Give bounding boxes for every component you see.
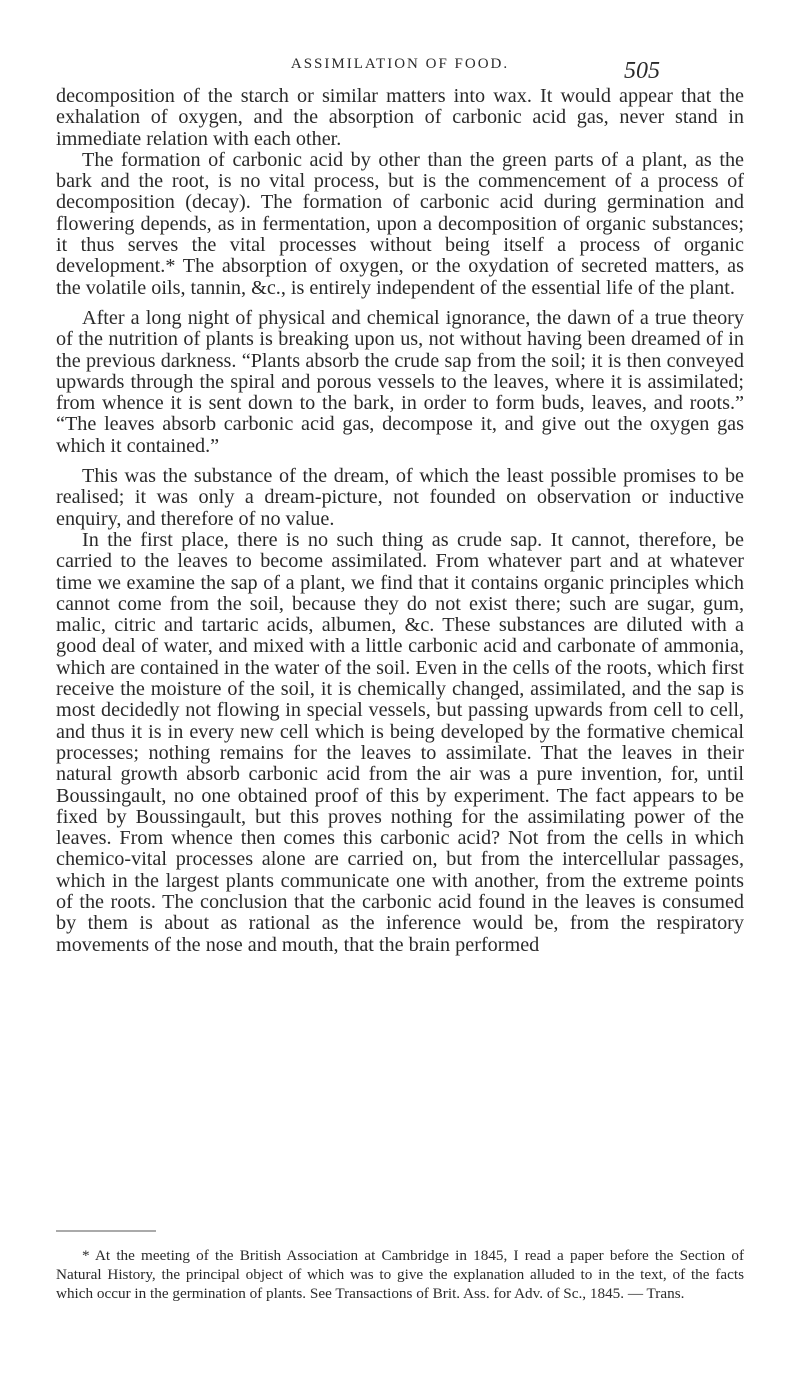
paragraph-crude-sap: In the first place, there is no such thing as crude sap. It cannot, therefore, be carried to the leaves to become assimilated. From whatever part and at whatever time we examine the sap of a plant, we find that it contains organic principles which cannot come from the soil, because they do not exist there; such are sugar, gum, malic, citric and tartaric acids, albumen, &c. These substances are diluted with a good deal of water, and mixed with a little carbonic acid and carbonate of ammonia, which are contained in the water of the soil. Even in the cells of the roots, which first receive the moisture of the soil, it is chemically changed, assimilated, and the sap is most decidedly not flowing in special vessels, but passing upwards from cell to cell, and thus it is in every new cell which is being developed by the formative chemical processes; nothing remains for the leaves to assimilate. That the leaves in their natural growth absorb carbonic acid from the air was a pure invention, for, until Boussingault, no one obtained proof of this by experiment. The fact appears to be fixed by Boussingault, but this proves nothing for the assimilating power of the leaves. From whence then comes this carbonic acid? Not from the cells in which chemico-vital processes alone are carried on, but from the intercellular passages, which in the largest plants communicate one with another, from the extreme points of the roots. The conclusion that the carbonic acid found in the leaves is consumed by them is about as rational as the inference would be, from the respiratory movements of the nose and mouth, that the brain performed [56,528,744,956]
paragraph-nutrition-theory: After a long night of physical and chemical ignorance, the dawn of a true theory of the nutrition of plants is breaking upon us, not without having been dreamed of in the previous darkness. “Plants absorb the crude sap from the soil; it is then conveyed upwards through the spiral and porous vessels to the leaves, where it is assimilated; from whence it is sent down to the bark, in order to form buds, leaves, and roots.” “The leaves absorb carbonic acid gas, decompose it, and give out the oxygen gas which it contained.” [56,306,744,457]
footnote-rule [56,1230,156,1232]
running-head: ASSIMILATION OF FOOD. [290,56,510,72]
paragraph-carbonic-acid-formation: The formation of carbonic acid by other than the green parts of a plant, as the bark and the root, is no vital process, but is the commencement of a process of decomposition (decay). The formation of carbonic acid during germination and flowering depends, as in fermentation, upon a decomposition of organic substances; it thus serves the vital processes without being itself a process of organic development.* The absorption of oxygen, or the oxydation of secreted matters, as the volatile oils, tannin, &c., is entirely independent of the essential life of the plant. [56,148,744,299]
paragraph-dream-picture: This was the substance of the dream, of which the least possible promises to be realised; it was only a dream-picture, not founded on observation or inductive enquiry, and therefore of no value. [56,465,744,530]
page-number: 505 [624,58,660,84]
body-text [56,86,744,965]
footnote: * At the meeting of the British Association at Cambridge in 1845, I read a paper before the Section of Natural History, the principal object of which was to give the explanation alluded to in the text, of the facts which occur in the germination of plants. See Transactions of Brit. Ass. for Adv. of Sc., 1845. — Trans. [56,1247,744,1302]
paragraph-continued: decomposition of the starch or similar matters into wax. It would appear that the exhalation of oxygen, and the absorption of carbonic acid gas, never stand in immediate relation with each other. [56,85,744,150]
